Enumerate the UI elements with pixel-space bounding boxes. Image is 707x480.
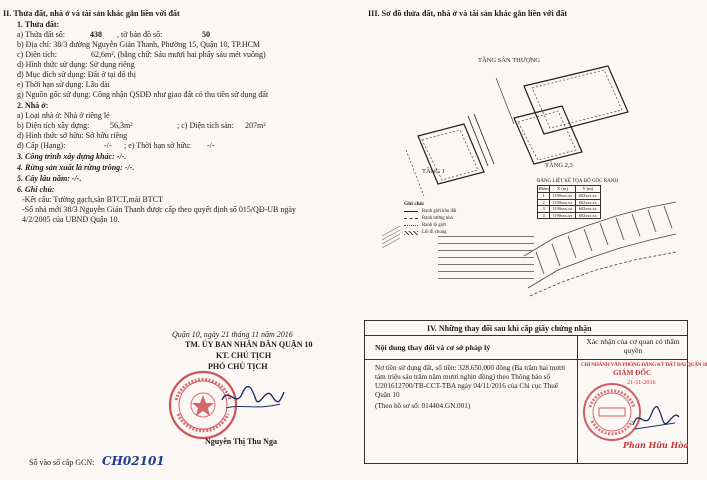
coord-cell: 602xxx.xx bbox=[578, 206, 597, 212]
use-form: d) Hình thức sử dụng: Sử dụng riêng bbox=[17, 60, 135, 69]
legend-item: Ranh tường nhà bbox=[404, 215, 534, 222]
sign-place-date: Quận 10, ngày 21 tháng 11 năm 2016 bbox=[172, 330, 293, 339]
section-3-title: III. Sơ đồ thửa đất, nhà ở và tài sản khác gắn liền với đất bbox=[368, 9, 568, 18]
perennial-trees: 5. Cây lâu năm: -/-. bbox=[17, 174, 82, 183]
col-confirm-header: Xác nhận của cơ quan có thẩm quyền bbox=[586, 337, 680, 355]
map-label: , tờ bản đồ số: bbox=[117, 30, 163, 39]
coord-cell: 3 bbox=[538, 206, 550, 212]
coord-cell: 1190xxx.xx bbox=[550, 213, 575, 219]
change-line-3: U201612700/TB-CCT-TBA ngày 04/11/2016 của Chi cục Thuế bbox=[375, 382, 558, 390]
coord-row bbox=[537, 206, 601, 213]
stamp-date: 21-11-2016 bbox=[627, 379, 656, 386]
coord-row bbox=[537, 193, 601, 200]
section-2-title: II. Thửa đất, nhà ở và tài sản khác gắn liền với đất bbox=[3, 9, 180, 18]
legend bbox=[404, 208, 534, 236]
coord-cell: 1190xxx.xx bbox=[550, 200, 575, 206]
stamp-signature-scribble bbox=[629, 401, 683, 437]
other-works: 3. Công trình xây dựng khác: -/-. bbox=[17, 152, 127, 161]
ownership: d) Hình thức sở hữu: Sở hữu riêng bbox=[17, 131, 128, 140]
legend-notes bbox=[438, 236, 534, 281]
coord-header-y: Y (m) bbox=[582, 186, 594, 191]
house-type: a) Loại nhà ở: Nhà ở riêng lẻ bbox=[17, 111, 110, 120]
area-value: 62,6m², (bằng chữ: Sáu mươi hai phẩy sáu mét vuông) bbox=[91, 50, 266, 59]
floor-1-label: TẦNG 1 bbox=[422, 168, 445, 175]
note-house-number: -Số nhà mới 38/3 Nguyễn Giản Thanh được cấp theo quyết định số 015/QĐ-UB ngày bbox=[22, 205, 296, 214]
coord-cell: 1 bbox=[538, 193, 550, 199]
kt-chairman: KT. CHỦ TỊCH bbox=[216, 351, 272, 360]
changes-table bbox=[364, 320, 707, 464]
coord-cell: 602xxx.xx bbox=[578, 212, 597, 218]
stamp-org: CHI NHÁNH VĂN PHÒNG ĐĂNG KÝ ĐẤT ĐAI QUẬN 10 bbox=[581, 362, 707, 368]
stamp-signer: Phan Hữu Hòa bbox=[623, 440, 689, 450]
floor-23-label: TẦNG 2,3 bbox=[545, 162, 573, 169]
coord-table-title: BẢNG LIỆT KÊ TỌA ĐỘ GÓC RANH bbox=[537, 179, 618, 184]
use-purpose: đ) Mục đích sử dụng: Đất ở tại đô thị bbox=[17, 70, 136, 79]
change-line-1: Nợ tiền sử dụng đất, số tiền: 328.650.000 đồng (Ba trăm hai mươi bbox=[375, 364, 566, 372]
address: b) Địa chỉ: 38/3 đường Nguyễn Giản Thanh, Phường 15, Quận 10, TP.HCM bbox=[17, 40, 261, 49]
coord-header-x: X (m) bbox=[550, 186, 575, 192]
section-4-title: IV. Những thay đổi sau khi cấp giấy chứng nhận bbox=[427, 324, 592, 333]
parcel-label: a) Thửa đất số: bbox=[17, 30, 65, 39]
confirmation-stamp bbox=[579, 361, 707, 461]
change-line-5: (Theo hồ sơ số: 014404.GN.001) bbox=[375, 402, 471, 410]
stamp-title: GIÁM ĐỐC bbox=[613, 369, 652, 377]
floor-top-label: TẦNG SÂN THƯỢNG bbox=[478, 57, 540, 64]
book-number-label: Số vào sổ cấp GCN: bbox=[29, 458, 95, 467]
map-value: 50 bbox=[202, 30, 210, 39]
signer-name: Nguyễn Thị Thu Nga bbox=[205, 437, 277, 446]
use-term: e) Thời hạn sử dụng: Lâu dài bbox=[17, 80, 110, 89]
coord-cell: 1190xxx.xx bbox=[550, 193, 575, 199]
legend-item: Ranh lộ giới bbox=[404, 222, 534, 229]
book-number-value: CH02101 bbox=[102, 454, 165, 468]
vice-chairman: PHÓ CHỦ TỊCH bbox=[208, 362, 268, 371]
changes-table-title-row bbox=[365, 321, 687, 336]
grade-label: đ) Cấp (Hạng): bbox=[17, 141, 66, 150]
coord-table bbox=[537, 185, 601, 219]
production-forest: 4. Rừng sản xuất là rừng trồng: -/-. bbox=[17, 163, 135, 172]
parcel-value: 438 bbox=[90, 30, 102, 39]
col-content-header: Nội dung thay đổi và cơ sở pháp lý bbox=[375, 343, 491, 352]
ownership-term-label: ; e) Thời hạn sở hữu: bbox=[124, 141, 192, 150]
coord-row bbox=[537, 200, 601, 207]
construction-area-label: b) Diện tích xây dựng: bbox=[17, 121, 90, 130]
ownership-term-value: -/- bbox=[207, 141, 215, 150]
coord-cell: 2 bbox=[538, 200, 550, 206]
coord-cell: 602xxx.xx bbox=[578, 199, 597, 205]
signature-scribble bbox=[218, 378, 288, 418]
construction-area-value: 56,3m² bbox=[110, 121, 133, 130]
notes-heading: 6. Ghi chú: bbox=[17, 185, 55, 194]
house-heading: 2. Nhà ở: bbox=[17, 101, 49, 110]
grade-value: -/- bbox=[104, 141, 112, 150]
change-line-4: Quận 10 bbox=[375, 391, 400, 399]
area-label: c) Diện tích: bbox=[17, 50, 57, 59]
legend-item: Ranh giới khu đất bbox=[404, 208, 534, 215]
floor-area-label: ; c) Diện tích sàn: bbox=[177, 121, 234, 130]
legend-item: Lối đi chung bbox=[404, 229, 534, 236]
coord-cell: 602xxx.xx bbox=[578, 193, 597, 198]
land-heading: 1. Thửa đất: bbox=[17, 20, 60, 29]
land-origin: g) Nguồn gốc sử dụng: Công nhận QSDĐ như giao đất có thu tiền sử dụng đất bbox=[17, 90, 269, 99]
floor-area-value: 207m² bbox=[245, 121, 266, 130]
coord-row bbox=[537, 213, 601, 220]
note-structure: -Kết cấu: Tường gạch,sàn BTCT,mái BTCT bbox=[22, 195, 163, 204]
issuing-authority: TM. ỦY BAN NHÂN DÂN QUẬN 10 bbox=[185, 340, 313, 349]
coord-cell: 4 bbox=[538, 213, 550, 219]
change-line-2: tám triệu sáu trăm năm mươi nghìn đồng) theo Thông báo số bbox=[375, 373, 551, 381]
legend-title: Ghi chú: bbox=[404, 201, 425, 207]
coord-cell: 1190xxx.xx bbox=[550, 206, 575, 212]
coord-header-point: Điểm bbox=[538, 186, 549, 191]
note-house-number-cont: 4/2/2005 của UBND Quận 10. bbox=[22, 215, 120, 224]
changes-table-header bbox=[365, 335, 687, 360]
